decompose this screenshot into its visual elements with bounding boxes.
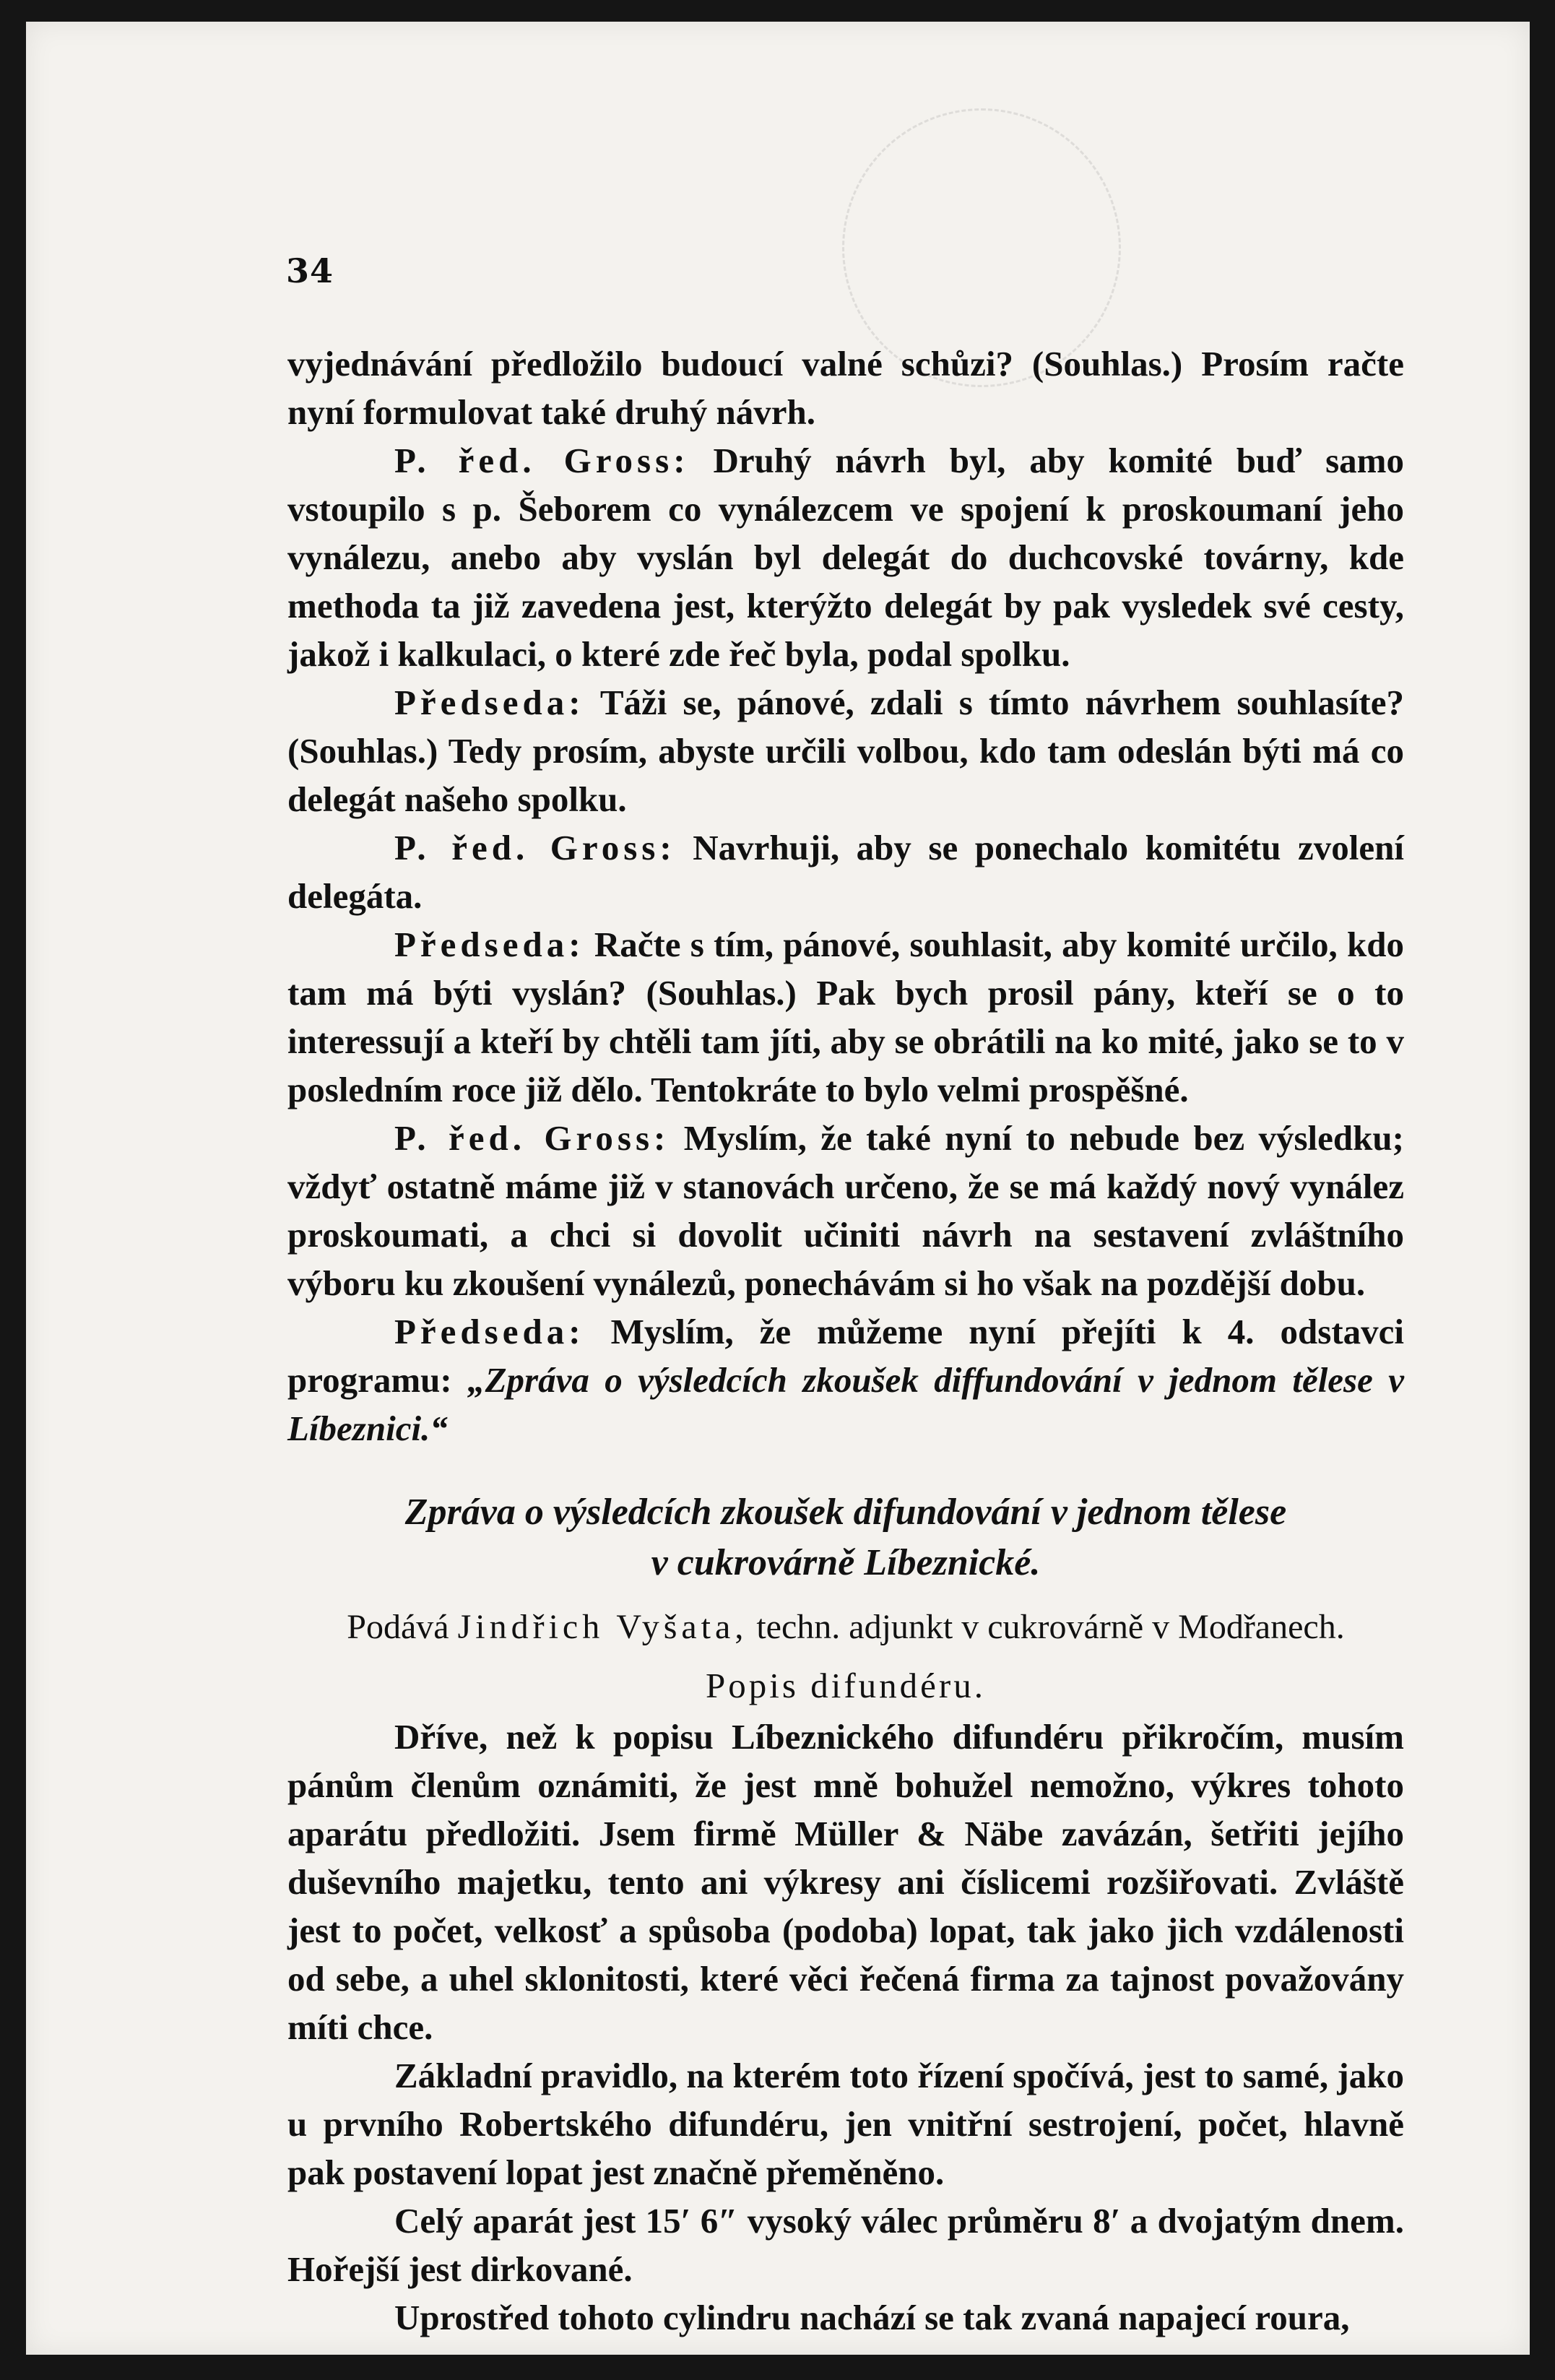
speaker-name: P. řed. Gross:: [394, 441, 690, 480]
paragraph: [287, 920, 1404, 1114]
paragraph: [287, 823, 1404, 920]
paragraph: Dříve, než k popisu Líbeznického difundéru přikročím, musím pánům členům oznámiti, že jest mně bohužel nemožno, výkres tohoto aparátu předložiti. Jsem firmě Müller & Näbe zavázán, šetřiti jejího duševního majetku, tento ani výkresy ani číslicemi rozšiřovati. Zvláště jest to počet, velkosť a spůsoba (podoba) lopat, tak jako jich vzdálenosti od sebe, a uhel sklonitosti, které věci řečená firma za tajnost považovány míti chce.: [287, 1717, 1404, 2047]
subheading: Popis difundéru.: [706, 1666, 986, 1705]
speaker-name: P. řed. Gross:: [394, 828, 676, 867]
page-number: 34: [286, 251, 334, 290]
author-byline: [287, 1603, 1404, 1651]
paragraph-text: Myslím, že můžeme nyní přejíti k 4. odstavci programu:: [287, 1312, 1404, 1400]
paragraph-text: vyjednávání předložilo budoucí valné schůzi? (Souhlas.) Prosím račte nyní formulovat také druhý návrh.: [287, 344, 1404, 432]
paragraph: [287, 436, 1404, 678]
paragraph: [287, 678, 1404, 823]
speaker-name: Předseda:: [394, 683, 585, 722]
byline-prefix: Podává: [347, 1608, 449, 1646]
program-item-quote: „Zpráva o výsledcích zkoušek diffundování v jednom tělese v Líbeznici.“: [287, 1360, 1404, 1448]
paragraph: [287, 339, 1404, 436]
author-name: Jindřich Vyšata,: [457, 1608, 748, 1646]
paragraph: Uprostřed tohoto cylindru nachází se tak zvaná napajecí roura,: [394, 2298, 1350, 2337]
section-title-line-2: v cukrovárně Líbeznické.: [651, 1542, 1041, 1583]
paragraph: [287, 1114, 1404, 1307]
section-title-line-1: Zpráva o výsledcích zkoušek difundování v jednom tělese: [404, 1492, 1287, 1533]
author-role: techn. adjunkt v cukrovárně v Modřanech.: [756, 1608, 1345, 1646]
book-page: [26, 22, 1530, 2355]
speaker-name: Předseda:: [394, 1312, 585, 1351]
paragraph: Celý aparát jest 15′ 6″ vysoký válec průměru 8′ a dvojatým dnem. Hořejší jest dirkované.: [287, 2201, 1404, 2289]
section-title: [287, 1487, 1404, 1588]
speaker-name: Předseda:: [394, 925, 585, 964]
paragraph: [287, 1307, 1404, 1453]
paragraph: Základní pravidlo, na kterém toto řízení spočívá, jest to samé, jako u prvního Robertského difundéru, jen vnitřní sestrojení, počet, hlavně pak postavení lopat jest značně přeměněno.: [287, 2056, 1404, 2192]
paragraph-text: Račte s tím, pánové, souhlasit, aby komité určilo, kdo tam má býti vyslán? (Souhlas.) Pak bych prosil pány, kteří se o to interessují a kteří by chtěli tam jíti, aby se obrátili na ko mité, jako se to v posledním roce již dělo. Tentokráte to bylo velmi prospěšné.: [287, 925, 1405, 1109]
paragraph-text: Táži se, pánové, zdali s tímto návrhem souhlasíte? (Souhlas.) Tedy prosím, abyste určili volbou, kdo tam odeslán býti má co delegát našeho spolku.: [287, 683, 1404, 819]
paragraph-text: Druhý návrh byl, aby komité buď samo vstoupilo s p. Šeborem co vynálezcem ve spojení k proskoumaní jeho vynálezu, anebo aby vyslán byl delegát do duchcovské továrny, kde methoda ta již zavedena jest, kterýžto delegát by pak vysledek své cesty, jakož i kalkulaci, o které zde řeč byla, podal spolku.: [287, 441, 1404, 674]
page-text: [287, 339, 1404, 2342]
speaker-name: P. řed. Gross:: [394, 1118, 670, 1158]
paragraph-text: Navrhuji, aby se ponechalo komitétu zvolení delegáta.: [287, 828, 1405, 916]
paragraph-text: Myslím, že také nyní to nebude bez výsledku; vždyť ostatně máme již v stanovách určeno, že se má každý nový vynález proskoumati, a chci si dovolit učiniti návrh na sestavení zvláštního výboru ku zkoušení vynálezů, ponechávám si ho však na pozdější dobu.: [287, 1118, 1404, 1303]
